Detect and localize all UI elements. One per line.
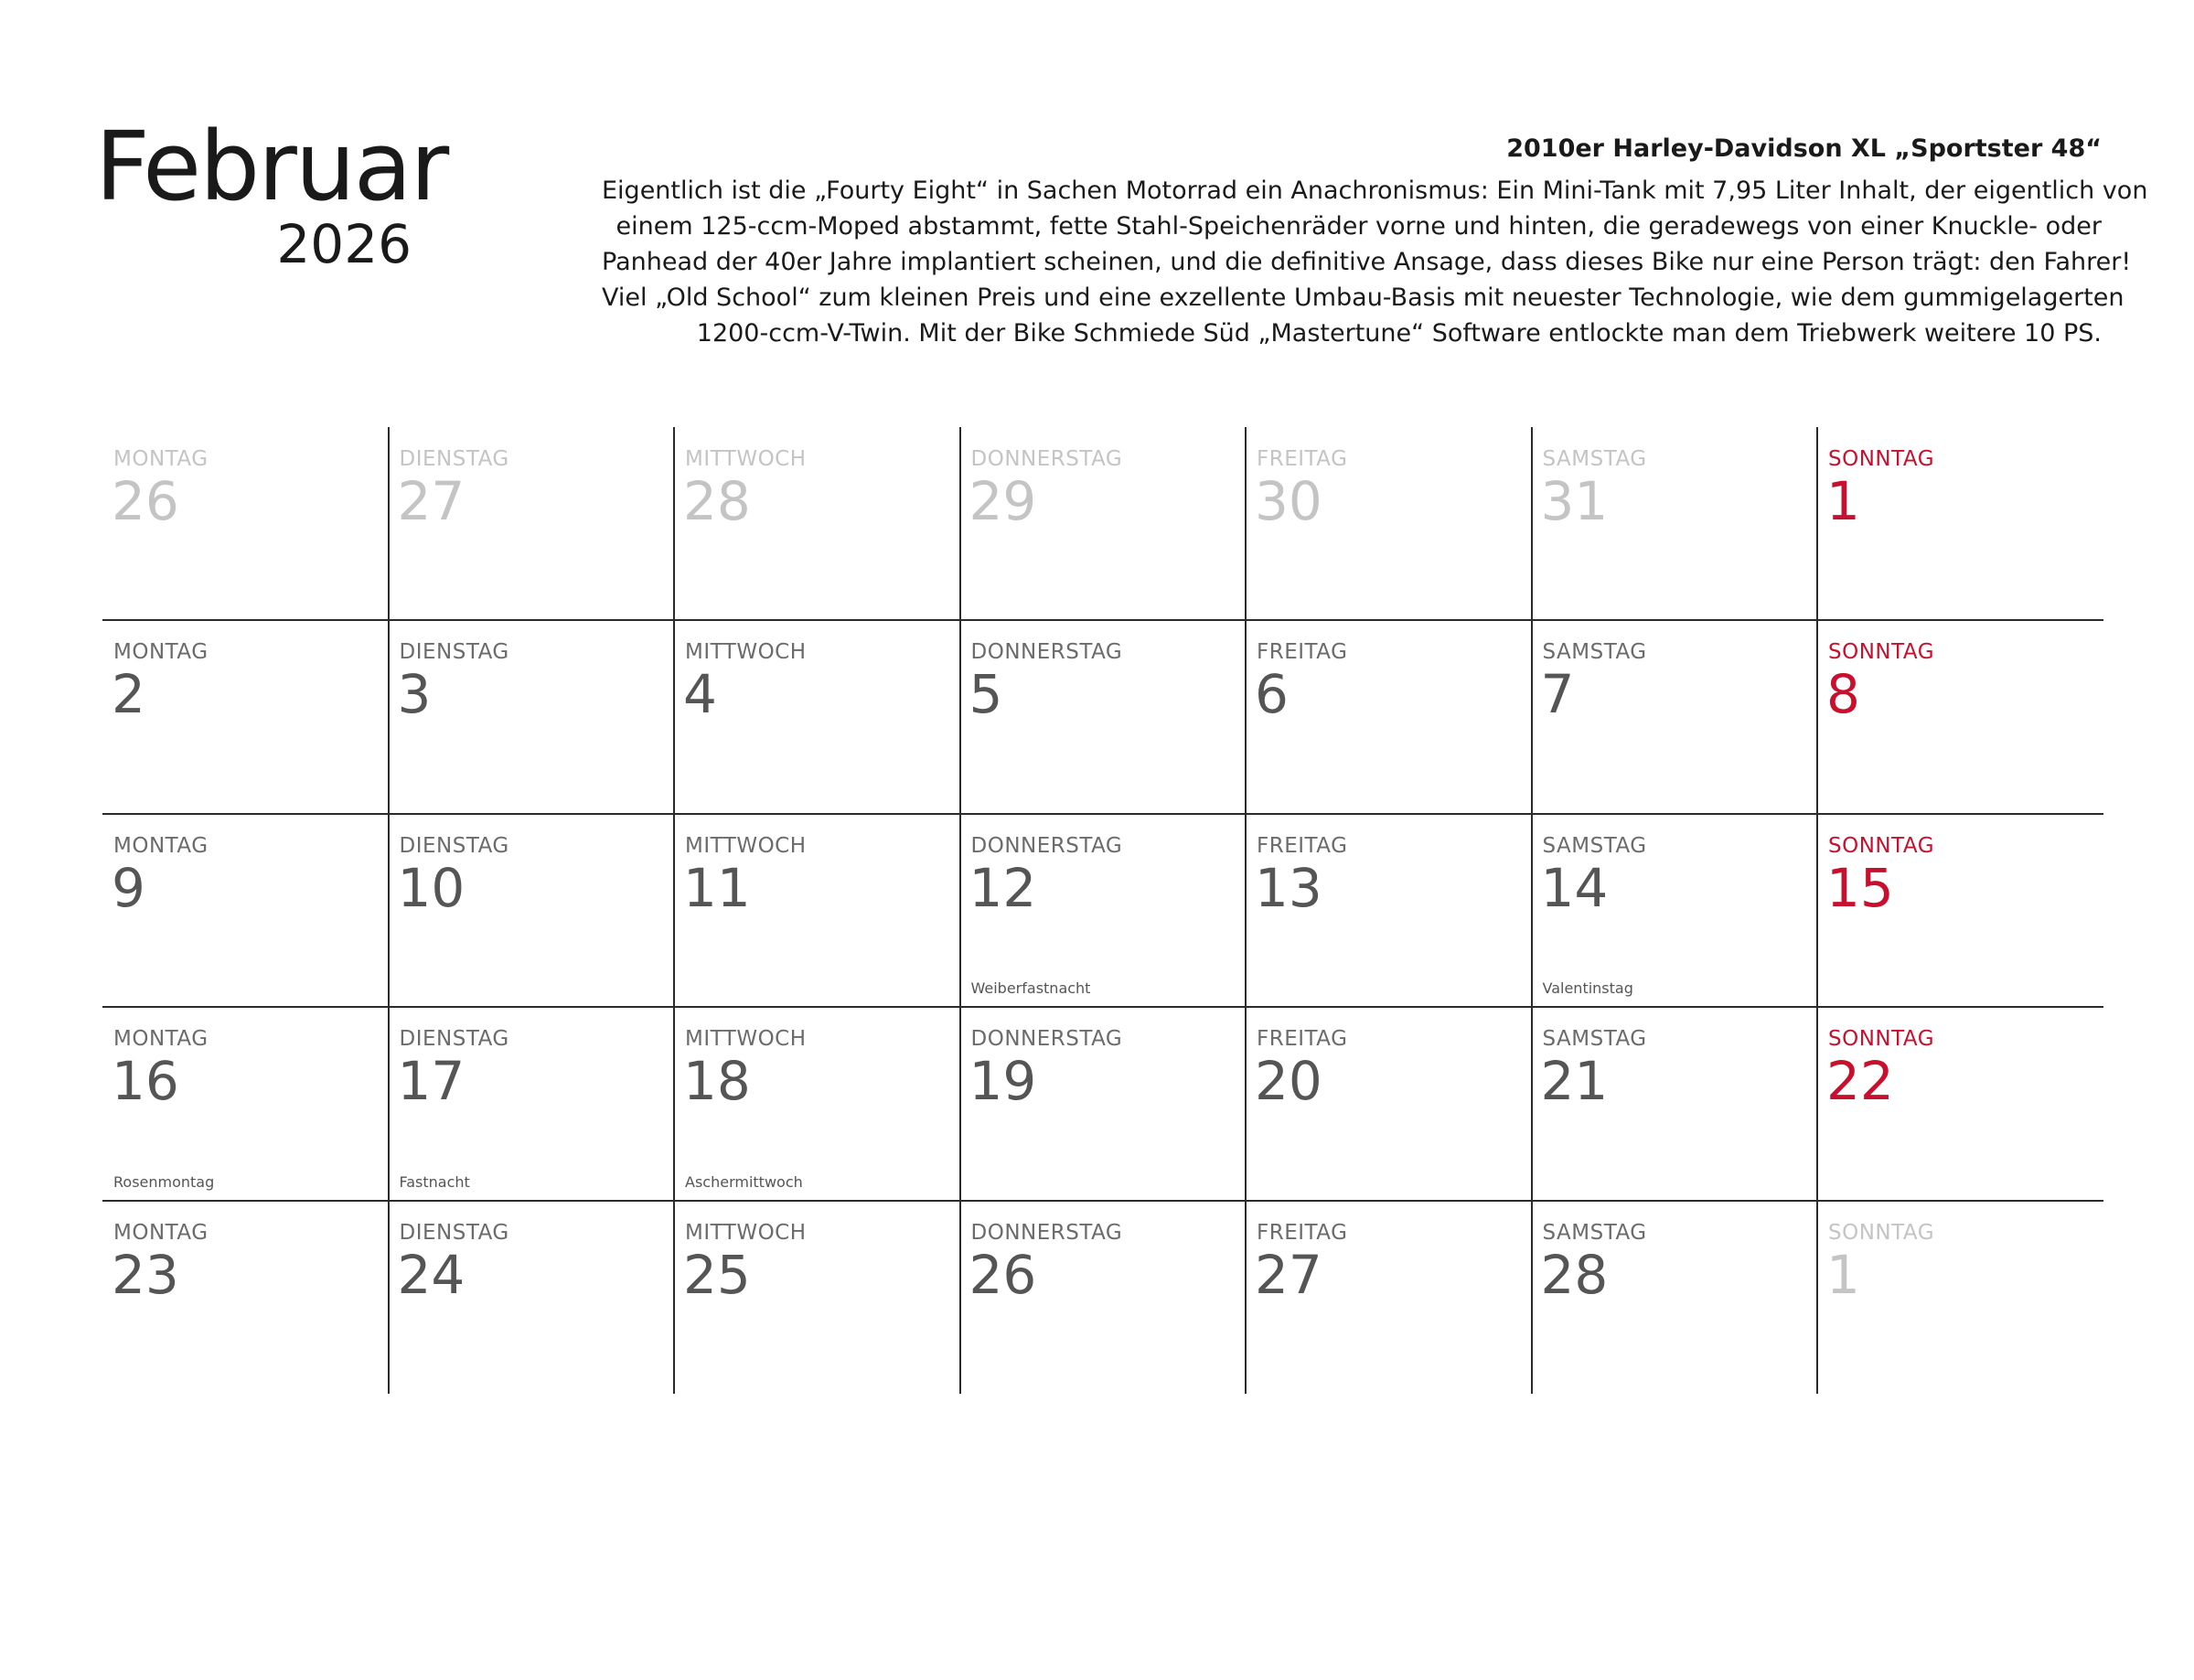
day-number: 29 bbox=[969, 470, 1037, 532]
weekday-label: MONTAG bbox=[113, 1220, 209, 1245]
weekday-label: DIENSTAG bbox=[399, 833, 509, 858]
weekday-label: DONNERSTAG bbox=[970, 447, 1123, 471]
weekday-label: DIENSTAG bbox=[399, 1220, 509, 1245]
caption-line: einem 125-ccm-Moped abstammt, fette Stahl-Speichenräder vorne und hinten, die geradewegs von einer Knuckle- oder bbox=[615, 212, 2102, 241]
weekday-label: MONTAG bbox=[113, 833, 209, 858]
weekday-label: FREITAG bbox=[1257, 1027, 1348, 1052]
day-number: 12 bbox=[969, 856, 1037, 919]
day-cell bbox=[960, 620, 1247, 813]
day-number: 27 bbox=[1255, 1243, 1322, 1306]
day-cell bbox=[1532, 1201, 1818, 1394]
holiday-label: Fastnacht bbox=[399, 1172, 470, 1191]
day-number: 10 bbox=[397, 856, 466, 919]
column-divider bbox=[959, 427, 961, 1394]
weekday-label: MITTWOCH bbox=[685, 1220, 807, 1245]
day-number: 8 bbox=[1826, 663, 1860, 726]
row-divider bbox=[102, 813, 2103, 815]
holiday-label: Weiberfastnacht bbox=[970, 979, 1091, 998]
weekday-label: MONTAG bbox=[113, 1027, 209, 1052]
weekday-label: SAMSTAG bbox=[1542, 833, 1647, 858]
weekday-label: FREITAG bbox=[1257, 447, 1348, 471]
day-cell bbox=[1246, 620, 1532, 813]
day-cell bbox=[389, 620, 675, 813]
weekday-label: MITTWOCH bbox=[685, 640, 807, 665]
weekday-label: DIENSTAG bbox=[399, 447, 509, 471]
weekday-label: SONNTAG bbox=[1828, 1027, 1935, 1052]
day-cell bbox=[1817, 814, 2103, 1007]
day-number: 20 bbox=[1255, 1050, 1322, 1113]
day-cell bbox=[1532, 427, 1818, 620]
day-cell bbox=[960, 427, 1247, 620]
day-cell bbox=[102, 1201, 389, 1394]
weekday-label: DIENSTAG bbox=[399, 640, 509, 665]
day-number: 9 bbox=[112, 856, 145, 919]
weekday-label: SONNTAG bbox=[1828, 640, 1935, 665]
day-cell bbox=[1246, 1007, 1532, 1200]
day-number: 17 bbox=[397, 1050, 466, 1113]
day-number: 22 bbox=[1826, 1050, 1894, 1113]
day-number: 1 bbox=[1826, 1243, 1860, 1306]
column-divider bbox=[1816, 427, 1818, 1394]
day-number: 30 bbox=[1255, 470, 1322, 532]
day-cell bbox=[674, 620, 960, 813]
day-cell bbox=[1532, 814, 1818, 1007]
day-number: 19 bbox=[969, 1050, 1037, 1113]
column-divider bbox=[1245, 427, 1247, 1394]
weekday-label: SAMSTAG bbox=[1542, 640, 1647, 665]
day-cell bbox=[960, 1201, 1247, 1394]
day-number: 23 bbox=[112, 1243, 179, 1306]
weekday-label: MITTWOCH bbox=[685, 1027, 807, 1052]
day-cell bbox=[102, 814, 389, 1007]
day-cell bbox=[389, 814, 675, 1007]
day-number: 6 bbox=[1255, 663, 1289, 726]
day-number: 15 bbox=[1826, 856, 1894, 919]
holiday-label: Valentinstag bbox=[1542, 979, 1633, 998]
day-number: 11 bbox=[683, 856, 751, 919]
caption-line: Eigentlich ist die „Fourty Eight“ in Sachen Motorrad ein Anachronismus: Ein Mini-Tank mit 7,95 Liter Inhalt, der eigentlich von bbox=[602, 177, 2148, 205]
day-cell bbox=[960, 1007, 1247, 1200]
day-cell bbox=[1817, 620, 2103, 813]
day-cell bbox=[1817, 1007, 2103, 1200]
day-cell bbox=[674, 1007, 960, 1200]
row-divider bbox=[102, 1200, 2103, 1202]
day-number: 26 bbox=[112, 470, 179, 532]
day-number: 21 bbox=[1540, 1050, 1609, 1113]
weekday-label: DIENSTAG bbox=[399, 1027, 509, 1052]
day-cell bbox=[674, 1201, 960, 1394]
day-number: 31 bbox=[1540, 470, 1609, 532]
day-cell bbox=[102, 427, 389, 620]
day-cell bbox=[960, 814, 1247, 1007]
column-divider bbox=[673, 427, 675, 1394]
photo-caption-title: 2010er Harley-Davidson XL „Sportster 48“ bbox=[1506, 134, 2102, 163]
row-divider bbox=[102, 619, 2103, 621]
photo-caption-text bbox=[602, 173, 2148, 351]
day-number: 4 bbox=[683, 663, 717, 726]
caption-line: 1200-ccm-V-Twin. Mit der Bike Schmiede Süd „Mastertune“ Software entlockte man dem Triebwerk weitere 10 PS. bbox=[696, 319, 2102, 348]
column-divider bbox=[1531, 427, 1533, 1394]
calendar-grid bbox=[102, 427, 2103, 1394]
day-number: 16 bbox=[112, 1050, 179, 1113]
weekday-label: DONNERSTAG bbox=[970, 640, 1123, 665]
month-title: Februar bbox=[95, 111, 448, 222]
day-cell bbox=[1817, 427, 2103, 620]
weekday-label: DONNERSTAG bbox=[970, 1220, 1123, 1245]
weekday-label: DONNERSTAG bbox=[970, 833, 1123, 858]
day-number: 14 bbox=[1540, 856, 1609, 919]
day-cell bbox=[389, 1201, 675, 1394]
row-divider bbox=[102, 1006, 2103, 1008]
weekday-label: SAMSTAG bbox=[1542, 447, 1647, 471]
caption-line: Viel „Old School“ zum kleinen Preis und eine exzellente Umbau-Basis mit neuester Technologie, wie dem gummigelagerten bbox=[602, 284, 2124, 312]
day-cell bbox=[389, 1007, 675, 1200]
day-number: 1 bbox=[1826, 470, 1860, 532]
weekday-label: SONNTAG bbox=[1828, 1220, 1935, 1245]
day-number: 3 bbox=[397, 663, 432, 726]
day-number: 7 bbox=[1540, 663, 1575, 726]
weekday-label: FREITAG bbox=[1257, 640, 1348, 665]
weekday-label: SAMSTAG bbox=[1542, 1220, 1647, 1245]
weekday-label: MITTWOCH bbox=[685, 447, 807, 471]
holiday-label: Aschermittwoch bbox=[685, 1172, 803, 1191]
day-cell bbox=[674, 427, 960, 620]
day-number: 27 bbox=[397, 470, 466, 532]
day-cell bbox=[1246, 427, 1532, 620]
day-cell bbox=[1532, 620, 1818, 813]
day-cell bbox=[102, 620, 389, 813]
holiday-label: Rosenmontag bbox=[113, 1172, 215, 1191]
day-cell bbox=[102, 1007, 389, 1200]
year-title: 2026 bbox=[276, 213, 412, 275]
day-cell bbox=[1817, 1201, 2103, 1394]
day-number: 18 bbox=[683, 1050, 751, 1113]
day-number: 2 bbox=[112, 663, 145, 726]
day-number: 24 bbox=[397, 1243, 466, 1306]
weekday-label: SONNTAG bbox=[1828, 833, 1935, 858]
weekday-label: MONTAG bbox=[113, 447, 209, 471]
day-number: 13 bbox=[1255, 856, 1322, 919]
day-number: 28 bbox=[1540, 1243, 1609, 1306]
weekday-label: DONNERSTAG bbox=[970, 1027, 1123, 1052]
day-cell bbox=[674, 814, 960, 1007]
day-cell bbox=[1246, 814, 1532, 1007]
weekday-label: MONTAG bbox=[113, 640, 209, 665]
weekday-label: FREITAG bbox=[1257, 1220, 1348, 1245]
weekday-label: SONNTAG bbox=[1828, 447, 1935, 471]
column-divider bbox=[388, 427, 390, 1394]
day-cell bbox=[389, 427, 675, 620]
weekday-label: MITTWOCH bbox=[685, 833, 807, 858]
day-number: 26 bbox=[969, 1243, 1037, 1306]
weekday-label: SAMSTAG bbox=[1542, 1027, 1647, 1052]
weekday-label: FREITAG bbox=[1257, 833, 1348, 858]
day-number: 28 bbox=[683, 470, 751, 532]
day-cell bbox=[1246, 1201, 1532, 1394]
day-number: 5 bbox=[969, 663, 1003, 726]
day-number: 25 bbox=[683, 1243, 751, 1306]
caption-line: Panhead der 40er Jahre implantiert scheinen, und die definitive Ansage, dass dieses Bike nur eine Person trägt: den Fahrer! bbox=[602, 248, 2132, 276]
day-cell bbox=[1532, 1007, 1818, 1200]
